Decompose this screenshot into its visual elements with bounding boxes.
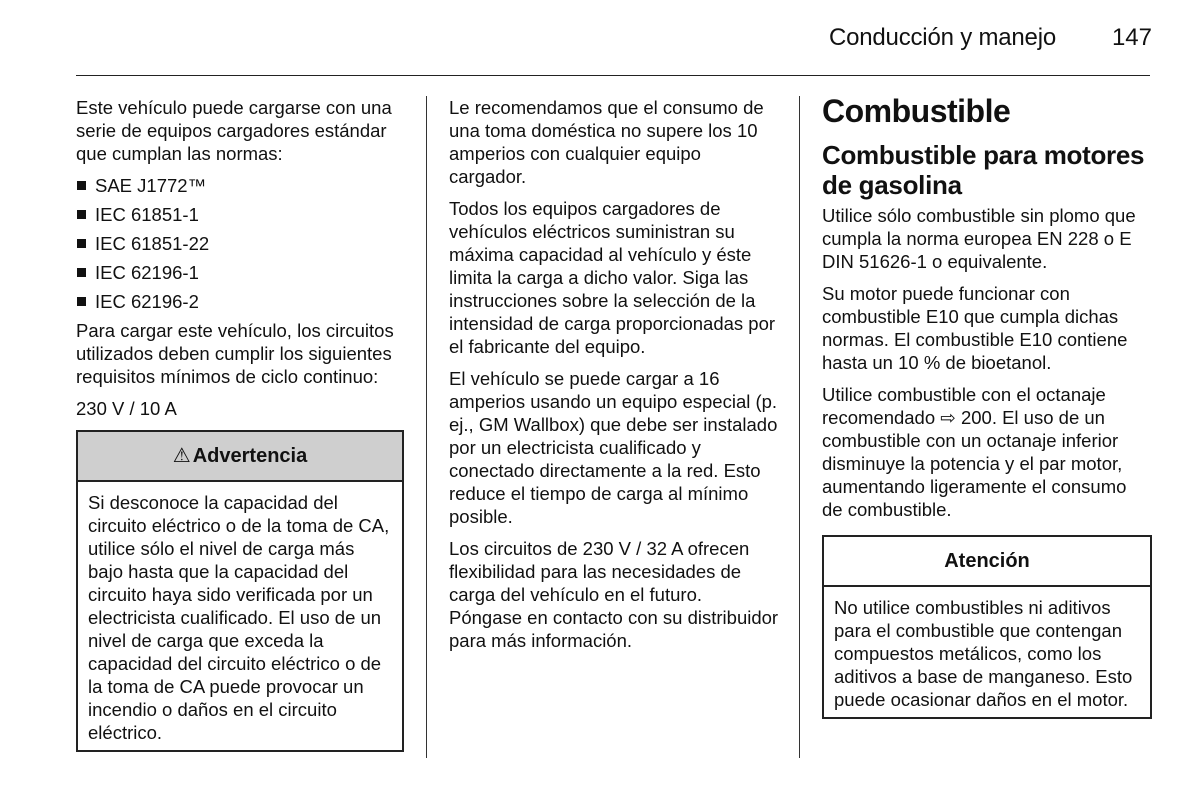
list-item <box>76 174 404 197</box>
notice-title: Atención <box>824 537 1150 587</box>
rating-text: 230 V / 10 A <box>76 398 177 419</box>
list-item <box>76 232 404 255</box>
list-item <box>76 290 404 313</box>
page-reference-link[interactable]: 200 <box>960 407 992 428</box>
warning-header <box>78 432 402 482</box>
cross-reference-arrow-icon: ⇨ <box>940 407 956 428</box>
page-number: 147 <box>1111 24 1152 51</box>
requirements-paragraph: Para cargar este vehículo, los circuitos utilizados deben cumplir los siguientes requisitos mínimos de ciclo continuo: <box>76 320 394 387</box>
list-item <box>76 261 404 284</box>
standards-list <box>76 174 404 313</box>
warning-title: Advertencia <box>192 444 308 467</box>
subsection-heading: Combustible para motores de gasolina <box>822 140 1145 200</box>
section-heading: Combustible <box>822 93 1011 129</box>
column-3 <box>822 92 1152 719</box>
paragraph: Le recomendamos que el consumo de una toma doméstica no supere los 10 amperios con cualquier equipo cargador. <box>449 97 764 187</box>
warning-triangle-icon: ⚠ <box>172 444 191 467</box>
paragraph: Su motor puede funcionar con combustible E10 que cumpla dichas normas. El combustible E10 contiene hasta un 10 % de bioetanol. <box>822 283 1128 373</box>
header-title: Conducción y manejo <box>828 24 1056 51</box>
notice-box <box>822 535 1152 719</box>
bullet-square-icon <box>77 181 86 190</box>
paragraph: El vehículo se puede cargar a 16 amperios usando un equipo especial (p. ej., GM Wallbox) que debe ser instalado por un electricista cualificado y conectado directamente a la red. Esto reduce el tiempo de carga al mínimo posible. <box>449 368 778 527</box>
list-item-label: IEC 61851-1 <box>95 204 199 225</box>
octane-text-end: . El uso de un combustible con un octanaje inferior disminuye la potencia y el par motor, aumentando ligeramente el consumo de combustible. <box>822 407 1127 520</box>
octane-paragraph <box>822 383 1152 521</box>
column-divider-2 <box>799 96 800 758</box>
bullet-square-icon <box>77 210 86 219</box>
list-item-label: SAE J1772™ <box>95 175 207 196</box>
paragraph: Todos los equipos cargadores de vehículos eléctricos suministran su máxima capacidad al vehículo y éste limita la carga a dicho valor. Siga las instrucciones sobre la selección de la intensidad de carga proporcionadas por el fabricante del equipo. <box>449 198 776 357</box>
list-item-label: IEC 62196-2 <box>95 291 199 312</box>
paragraph: Los circuitos de 230 V / 32 A ofrecen flexibilidad para las necesidades de carga del vehículo en el futuro. Póngase en contacto con su distribuidor para más información. <box>449 538 779 651</box>
notice-text: No utilice combustibles ni aditivos para el combustible que contengan compuestos metálicos, como los aditivos a base de manganeso. Esto puede ocasionar daños en el motor. <box>834 597 1133 710</box>
paragraph: Utilice sólo combustible sin plomo que cumpla la norma europea EN 228 o E DIN 51626-1 o equivalente. <box>822 205 1136 272</box>
list-item-label: IEC 62196-1 <box>95 262 199 283</box>
octane-text: Utilice combustible con el octanaje recomendado <box>822 384 1106 428</box>
bullet-square-icon <box>77 239 86 248</box>
warning-box <box>76 430 404 752</box>
bullet-square-icon <box>77 297 86 306</box>
column-divider-1 <box>426 96 427 758</box>
header-divider <box>76 75 1150 76</box>
column-1 <box>76 96 404 752</box>
intro-paragraph: Este vehículo puede cargarse con una serie de equipos cargadores estándar que cumplan las normas: <box>76 97 392 164</box>
warning-text: Si desconoce la capacidad del circuito eléctrico o de la toma de CA, utilice sólo el nivel de carga más bajo hasta que la capacidad del circuito haya sido verificada por un electricista cualificado. El uso de un nivel de carga que exceda la capacidad del circuito eléctrico o de la toma de CA puede provocar un incendio o daños en el circuito eléctrico. <box>88 492 390 743</box>
column-2 <box>449 96 779 661</box>
list-item <box>76 203 404 226</box>
list-item-label: IEC 61851-22 <box>95 233 210 254</box>
bullet-square-icon <box>77 268 86 277</box>
